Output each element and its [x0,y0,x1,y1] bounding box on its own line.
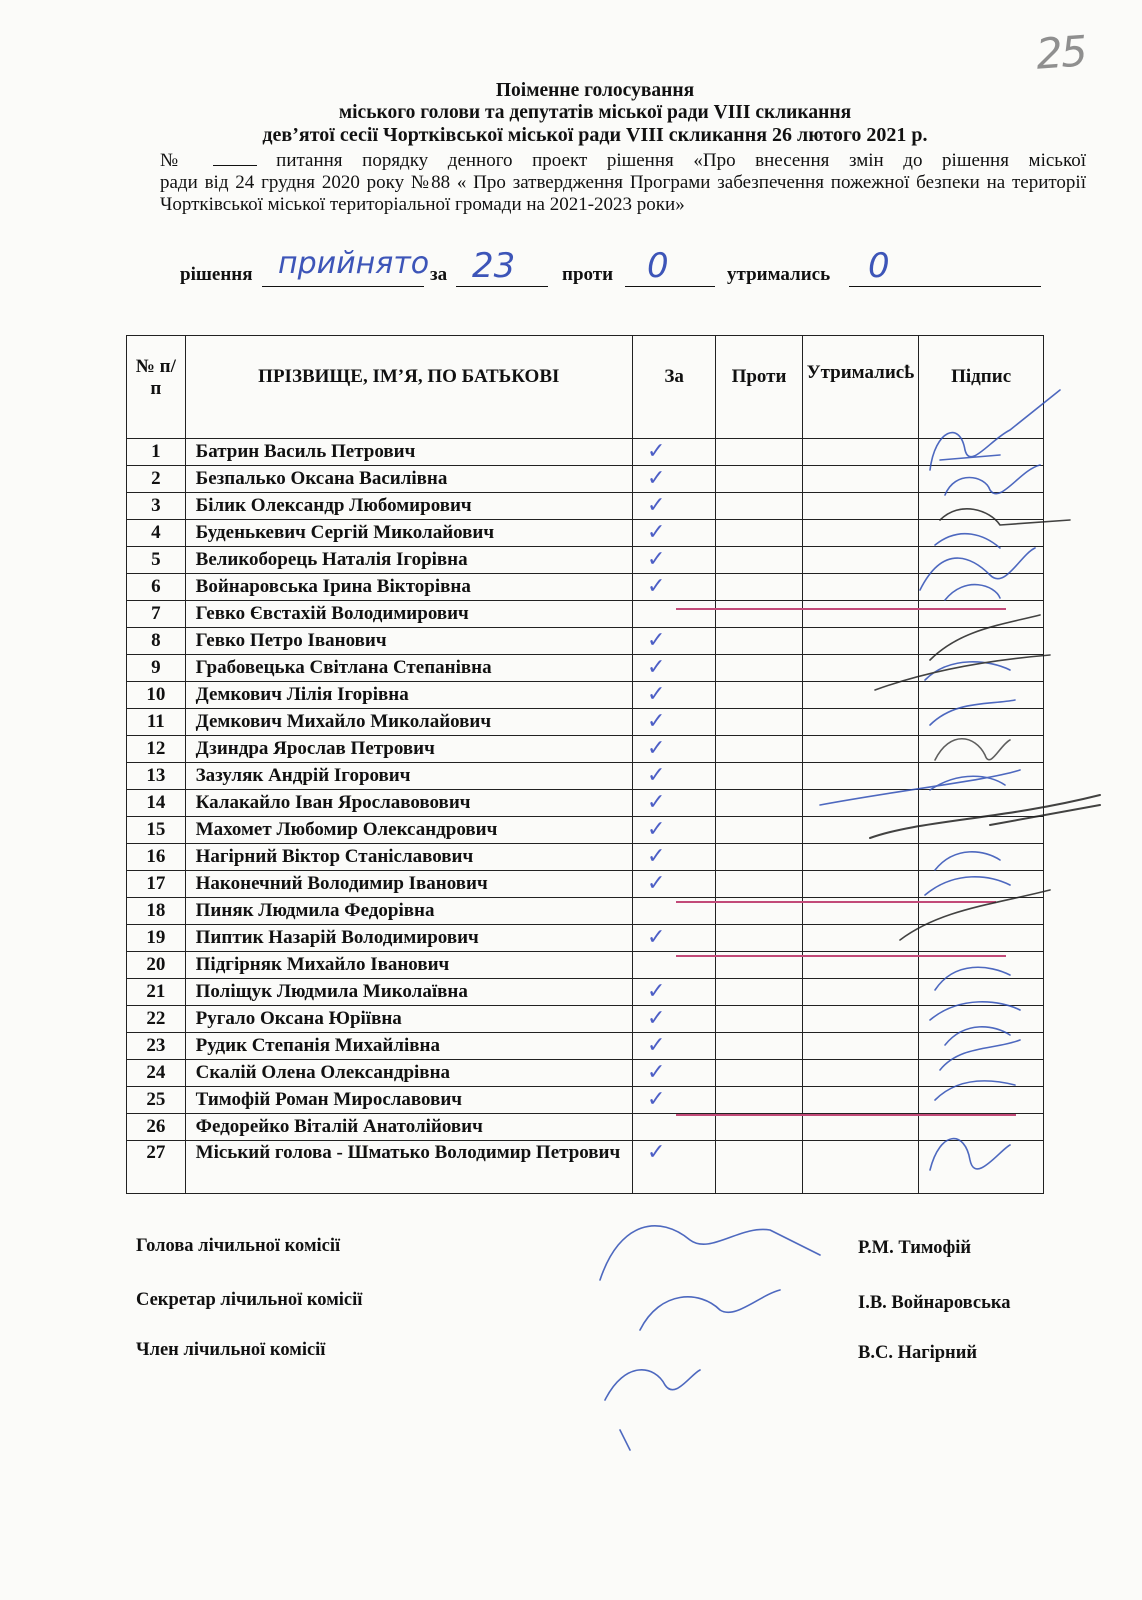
header-for: За [632,336,715,439]
vote-for-mark: ✓ [632,1006,715,1033]
row-number: 17 [127,871,186,898]
vote-against-cell [716,925,802,952]
row-number: 10 [127,682,186,709]
vote-for-mark: ✓ [632,871,715,898]
vote-for-mark: ✓ [632,763,715,790]
against-label: проти [562,264,614,285]
signature-cell [919,979,1044,1006]
row-number: 8 [127,628,186,655]
absence-strike-row-7 [676,608,1006,610]
decision-label: рішення [180,264,253,285]
table-row [127,844,1044,871]
vote-against-cell [716,466,802,493]
commission-member-name: В.С. Нагірний [858,1343,978,1363]
row-number: 18 [127,898,186,925]
row-number: 20 [127,952,186,979]
deputy-name: Нагірний Віктор Станіславович [185,844,632,871]
vote-against-cell [716,439,802,466]
table-row [127,628,1044,655]
vote-against-cell [716,493,802,520]
vote-for-mark: ✓ [632,520,715,547]
commission-member-role: Член лічильної комісії [136,1340,326,1360]
row-number: 4 [127,520,186,547]
heading-line-2: міського голови та депутатів міської ради VIII скликання [338,102,852,123]
signature-cell [919,601,1044,628]
signature-cell [919,1060,1044,1087]
signature-cell [919,844,1044,871]
vote-for-mark: ✓ [632,844,715,871]
row-number: 16 [127,844,186,871]
deputy-name: Грабовецька Світлана Степанівна [185,655,632,682]
table-row [127,709,1044,736]
signature-cell [919,520,1044,547]
signature-cell [919,709,1044,736]
deputy-name: Рудик Степанія Михайлівна [185,1033,632,1060]
table-row [127,1141,1044,1194]
row-number: 26 [127,1114,186,1141]
table-row [127,547,1044,574]
vote-for-mark: ✓ [632,574,715,601]
deputy-name: Тимофій Роман Мирославович [185,1087,632,1114]
signature-cell [919,493,1044,520]
table-row [127,520,1044,547]
commission-secretary-role: Секретар лічильної комісії [136,1290,363,1310]
row-number: 13 [127,763,186,790]
row-number: 11 [127,709,186,736]
signature-member [605,1370,700,1450]
signature-cell [919,817,1044,844]
row-number: 21 [127,979,186,1006]
table-row [127,979,1044,1006]
deputy-name: Великоборець Наталія Ігорівна [185,547,632,574]
vote-abstain-cell [802,817,919,844]
vote-abstain-cell [802,520,919,547]
deputy-name: Поліщук Людмила Миколаївна [185,979,632,1006]
vote-abstain-cell [802,601,919,628]
deputy-name: Федорейко Віталій Анатолійович [185,1114,632,1141]
row-number: 2 [127,466,186,493]
vote-for-mark: ✓ [632,493,715,520]
vote-for-mark: ✓ [632,547,715,574]
table-row [127,925,1044,952]
row-number: 15 [127,817,186,844]
row-number: 23 [127,1033,186,1060]
vote-against-cell [716,709,802,736]
row-number: 24 [127,1060,186,1087]
table-row [127,790,1044,817]
vote-for-mark: ✓ [632,736,715,763]
vote-abstain-cell [802,763,919,790]
signature-cell [919,790,1044,817]
table-row [127,1006,1044,1033]
signature-cell [919,439,1044,466]
vote-abstain-cell [802,655,919,682]
table-row [127,655,1044,682]
vote-for-mark: ✓ [632,1141,715,1194]
signature-cell [919,871,1044,898]
signature-cell [919,925,1044,952]
signature-cell [919,466,1044,493]
table-row [127,493,1044,520]
vote-abstain-cell [802,466,919,493]
decision-summary [180,246,1080,290]
deputy-name: Гевко Євстахій Володимирович [185,601,632,628]
table-header-row [127,336,1044,439]
vote-abstain-cell [802,925,919,952]
signature-secretary [640,1290,780,1330]
vote-against-cell [716,790,802,817]
row-number: 12 [127,736,186,763]
vote-against-cell [716,844,802,871]
handwritten-page-number: 25 [1034,26,1088,79]
vote-for-mark: ✓ [632,817,715,844]
row-number: 1 [127,439,186,466]
signature-cell [919,574,1044,601]
decision-value: прийнято [278,246,430,281]
deputy-name: Наконечний Володимир Іванович [185,871,632,898]
vote-abstain-cell [802,1114,919,1141]
deputy-name: Пиптик Назарій Володимирович [185,925,632,952]
vote-abstain-cell [802,574,919,601]
deputy-name: Дзиндра Ярослав Петрович [185,736,632,763]
against-count: 0 [647,246,669,286]
against-line [625,286,715,287]
signature-cell [919,1006,1044,1033]
vote-against-cell [716,574,802,601]
vote-against-cell [716,763,802,790]
vote-against-cell [716,520,802,547]
table-row [127,466,1044,493]
vote-against-cell [716,979,802,1006]
signature-cell [919,628,1044,655]
agenda-question-text: ради від 24 грудня 2020 року №88 « Про затвердження Програми забезпечення пожежної безпеки на території Чортківської міської територіальної громади на 2021-2023 роки» [160,172,1086,215]
table-row [127,1060,1044,1087]
header-name: ПРІЗВИЩЕ, ІМ’Я, ПО БАТЬКОВІ [185,336,632,439]
heading-line-3: дев’ятої сесії Чортківської міської ради VIII скликання 26 лютого 2021 р. [262,124,928,146]
vote-abstain-cell [802,736,919,763]
heading-line-1: Поіменне голосування [495,80,695,101]
deputy-name: Безпалько Оксана Василівна [185,466,632,493]
header-abstain: Утрималисҍ [802,336,919,439]
vote-for-mark [632,1114,715,1141]
vote-abstain-cell [802,709,919,736]
signature-cell [919,1141,1044,1194]
commission-secretary-name: І.В. Войнаровська [858,1293,1011,1313]
header-signature: Підпис [919,336,1044,439]
vote-for-mark: ✓ [632,628,715,655]
vote-for-mark: ✓ [632,1033,715,1060]
signature-cell [919,763,1044,790]
table-row [127,736,1044,763]
agenda-question-first-line [160,150,1086,172]
row-number: 14 [127,790,186,817]
vote-abstain-cell [802,871,919,898]
vote-for-mark: ✓ [632,655,715,682]
deputy-name: Демкович Михайло Миколайович [185,709,632,736]
signature-cell [919,547,1044,574]
header-number: № п/п [127,336,186,439]
for-line [456,286,548,287]
vote-abstain-cell [802,844,919,871]
for-label: за [430,264,448,285]
vote-for-mark: ✓ [632,1087,715,1114]
deputy-name: Калакайло Іван Ярославовович [185,790,632,817]
deputy-name: Ругало Оксана Юріївна [185,1006,632,1033]
signature-cell [919,682,1044,709]
vote-for-mark: ✓ [632,925,715,952]
vote-for-mark: ✓ [632,682,715,709]
vote-abstain-cell [802,1087,919,1114]
deputy-name: Скалій Олена Олександрівна [185,1060,632,1087]
vote-abstain-cell [802,1006,919,1033]
vote-against-cell [716,1114,802,1141]
abstain-count: 0 [868,246,890,286]
commission-chair-name: Р.М. Тимофій [858,1238,972,1258]
deputy-name: Войнаровська Ірина Вікторівна [185,574,632,601]
vote-for-mark: ✓ [632,790,715,817]
vote-against-cell [716,817,802,844]
deputy-name: Підгірняк Михайло Іванович [185,952,632,979]
vote-abstain-cell [802,682,919,709]
row-number: 27 [127,1141,186,1194]
vote-against-cell [716,601,802,628]
table-row [127,763,1044,790]
deputy-name: Білик Олександр Любомирович [185,493,632,520]
signature-cell [919,736,1044,763]
vote-against-cell [716,1006,802,1033]
absence-strike-row-20 [676,955,1006,957]
vote-abstain-cell [802,1060,919,1087]
table-row [127,817,1044,844]
signature-chair [600,1226,820,1280]
signature-cell [919,655,1044,682]
row-number: 7 [127,601,186,628]
table-row [127,1114,1044,1141]
signature-cell [919,1033,1044,1060]
deputy-name: Пиняк Людмила Федорівна [185,898,632,925]
vote-abstain-cell [802,628,919,655]
vote-against-cell [716,1033,802,1060]
abstain-line [849,286,1041,287]
vote-for-mark: ✓ [632,439,715,466]
row-number: 19 [127,925,186,952]
row-number: 3 [127,493,186,520]
vote-against-cell [716,655,802,682]
commission-chair-role: Голова лічильної комісії [136,1236,341,1256]
vote-against-cell [716,1060,802,1087]
absence-strike-row-26 [676,1114,1016,1116]
table-row [127,601,1044,628]
for-count: 23 [472,246,516,286]
vote-against-cell [716,871,802,898]
header-against: Проти [716,336,802,439]
row-number: 9 [127,655,186,682]
vote-against-cell [716,1087,802,1114]
table-row [127,1033,1044,1060]
question-number-blank [213,151,257,166]
vote-against-cell [716,736,802,763]
row-number: 5 [127,547,186,574]
vote-abstain-cell [802,493,919,520]
table-row [127,682,1044,709]
deputy-name: Міський голова - Шматько Володимир Петрович [185,1141,632,1194]
vote-abstain-cell [802,790,919,817]
vote-against-cell [716,682,802,709]
document-heading [140,80,1050,146]
vote-against-cell [716,1141,802,1194]
row-number: 22 [127,1006,186,1033]
signature-cell [919,1114,1044,1141]
signature-cell [919,1087,1044,1114]
table-row [127,574,1044,601]
vote-abstain-cell [802,979,919,1006]
question-number-sign: № [160,150,193,171]
vote-abstain-cell [802,1033,919,1060]
table-row [127,439,1044,466]
row-number: 25 [127,1087,186,1114]
deputy-name: Махомет Любомир Олександрович [185,817,632,844]
absence-strike-row-18 [676,901,996,903]
table-row [127,1087,1044,1114]
abstain-label: утримались [727,264,831,285]
deputy-name: Зазуляк Андрій Ігорович [185,763,632,790]
decision-line [262,286,424,287]
table-row [127,871,1044,898]
deputy-name: Батрин Василь Петрович [185,439,632,466]
deputy-name: Гевко Петро Іванович [185,628,632,655]
vote-for-mark: ✓ [632,979,715,1006]
deputy-name: Демкович Лілія Ігорівна [185,682,632,709]
vote-for-mark: ✓ [632,1060,715,1087]
vote-abstain-cell [802,1141,919,1194]
vote-against-cell [716,547,802,574]
vote-abstain-cell [802,547,919,574]
row-number: 6 [127,574,186,601]
voting-table [126,335,1044,1194]
deputy-name: Буденькевич Сергій Миколайович [185,520,632,547]
vote-for-mark [632,601,715,628]
question-text-first: питання порядку денного проект рішення «Про внесення змін до рішення міської [276,150,1086,171]
vote-abstain-cell [802,439,919,466]
vote-for-mark: ✓ [632,709,715,736]
vote-against-cell [716,628,802,655]
vote-for-mark: ✓ [632,466,715,493]
